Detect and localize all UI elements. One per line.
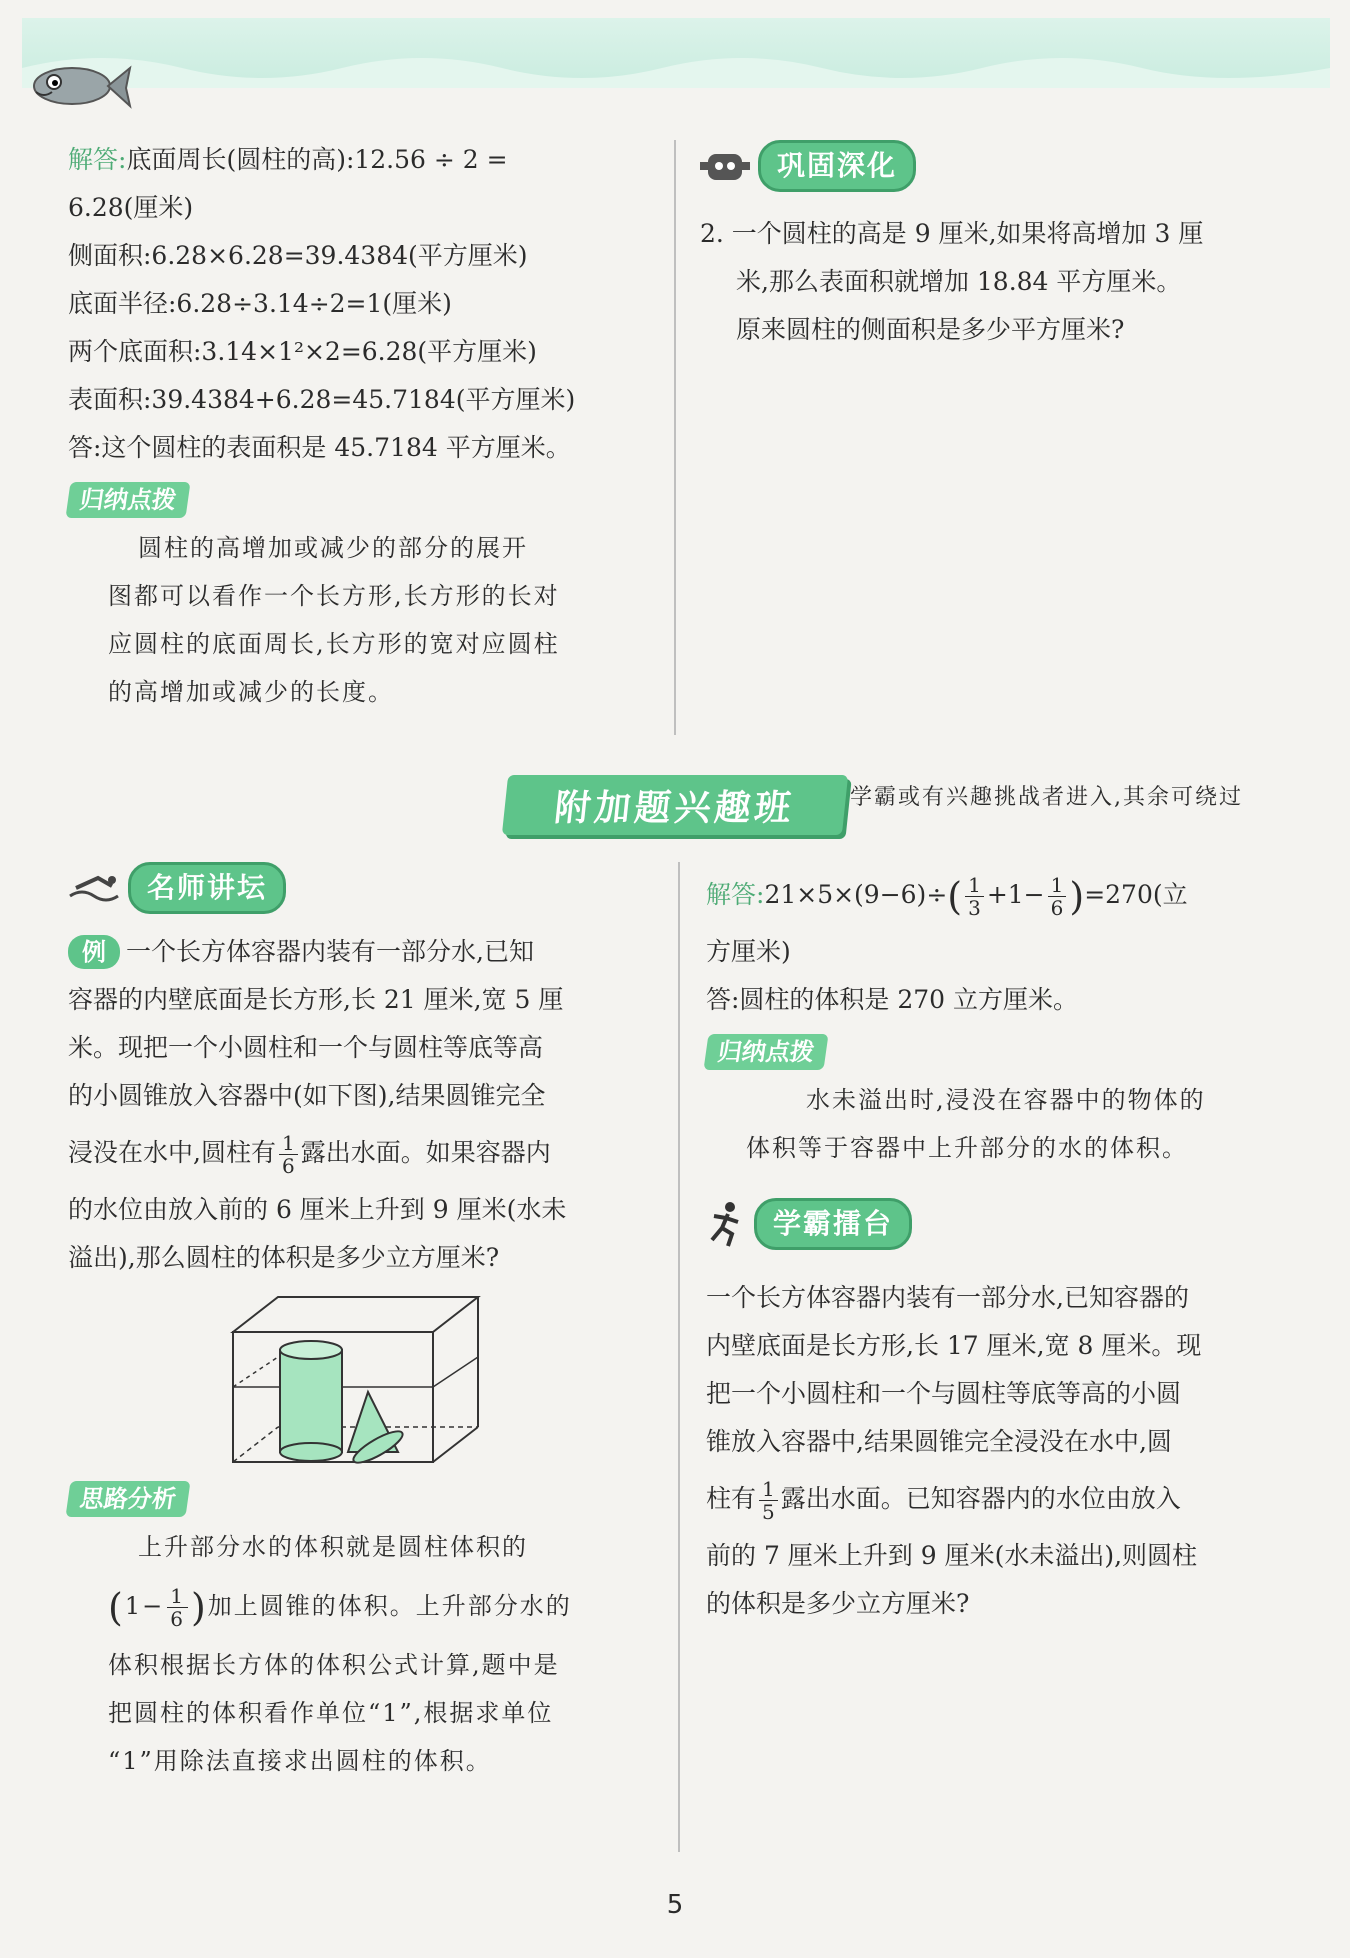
note-text (706, 1076, 1306, 1172)
text-line: 底面半径:6.28÷3.14÷2=1(厘米) (68, 289, 452, 318)
note-line: 的高增加或减少的长度。 (108, 678, 394, 706)
denominator: 6 (281, 1154, 295, 1178)
note-line: 把圆柱的体积看作单位“1”,根据求单位 (108, 1699, 554, 1727)
example-tag: 例 (68, 935, 120, 969)
text-line: 两个底面积:3.14×1²×2=6.28(平方厘米) (68, 337, 537, 366)
solution-line (68, 136, 658, 184)
note-line: 圆柱的高增加或减少的部分的展开 (138, 534, 528, 562)
numerator: 1 (759, 1478, 778, 1501)
section-heading (68, 862, 286, 914)
text-line: 方厘米) (706, 937, 791, 966)
paren-close: ) (190, 1585, 208, 1630)
text-line: 表面积:39.4384+6.28=45.7184(平方厘米) (68, 385, 576, 414)
swimmer-icon (68, 870, 120, 906)
text-line: 的水位由放入前的 6 厘米上升到 9 厘米(水未 (68, 1195, 567, 1224)
text-fragment: =270(立 (1084, 880, 1188, 909)
fraction (1048, 874, 1067, 919)
column-divider-top (674, 140, 676, 735)
section-tag: 巩固深化 (758, 140, 916, 192)
text-line: 内壁底面是长方形,长 17 厘米,宽 8 厘米。现 (706, 1331, 1202, 1360)
note-line: 体积根据长方体的体积公式计算,题中是 (108, 1651, 560, 1679)
text-fragment: +1− (986, 880, 1045, 909)
text-line: 的小圆锥放入容器中(如下图),结果圆锥完全 (68, 1081, 546, 1110)
numerator: 1 (167, 1585, 188, 1608)
text-line: 锥放入容器中,结果圆锥完全浸没在水中,圆 (706, 1427, 1172, 1456)
wave-decoration (22, 48, 1330, 88)
text-line: 侧面积:6.28×6.28=39.4384(平方厘米) (68, 241, 528, 270)
text-fragment: 露出水面。已知容器内的水位由放入 (780, 1484, 1181, 1513)
numerator: 1 (965, 874, 984, 897)
left-top-column (68, 136, 658, 716)
paren-open: ( (108, 1585, 125, 1630)
answer-line: 答:圆柱的体积是 270 立方厘米。 (706, 985, 1079, 1014)
text-line: 6.28(厘米) (68, 193, 194, 222)
text-line: 把一个小圆柱和一个与圆柱等底等高的小圆 (706, 1379, 1182, 1408)
section-heading (700, 140, 916, 192)
fraction (759, 1478, 778, 1523)
note-line: 上升部分水的体积就是圆柱体积的 (138, 1533, 528, 1561)
text-fragment: 21×5×(9−6)÷ (764, 880, 948, 909)
fraction-line (706, 1466, 1306, 1532)
left-bottom-column (68, 862, 658, 1785)
question-line: 米,那么表面积就增加 18.84 平方厘米。 (736, 267, 1182, 296)
denominator: 3 (968, 896, 981, 920)
text-fragment: 1− (124, 1592, 165, 1620)
note-text (68, 1523, 658, 1785)
solution-line (706, 862, 1306, 928)
paren-close: ) (1069, 874, 1085, 919)
header-band (22, 18, 1330, 88)
runner-icon (706, 1200, 746, 1248)
text-line: 一个长方体容器内装有一部分水,已知容器的 (706, 1283, 1189, 1312)
right-bottom-column (706, 862, 1306, 1628)
numerator: 1 (1048, 874, 1067, 897)
denominator: 6 (170, 1607, 185, 1631)
fish-icon (22, 48, 132, 118)
paren-open: ( (947, 874, 963, 919)
container-diagram (228, 1292, 498, 1467)
numerator: 1 (279, 1132, 298, 1155)
text-line: 前的 7 厘米上升到 9 厘米(水未溢出),则圆柱 (706, 1541, 1198, 1570)
robot-icon (700, 146, 750, 186)
section-tag: 学霸擂台 (754, 1198, 912, 1250)
text-line: 溢出),那么圆柱的体积是多少立方厘米? (68, 1243, 500, 1272)
text-line: 答:这个圆柱的表面积是 45.7184 平方厘米。 (68, 433, 571, 462)
text-line: 一个长方体容器内装有一部分水,已知 (126, 937, 534, 966)
note-tag: 归纳点拨 (65, 482, 190, 518)
fraction (965, 874, 984, 919)
text-fragment: 浸没在水中,圆柱有 (68, 1138, 276, 1167)
solution-label: 解答: (68, 145, 127, 174)
denominator: 5 (762, 1500, 775, 1524)
page-number: 5 (666, 1890, 684, 1920)
note-line: “1”用除法直接求出圆柱的体积。 (108, 1747, 492, 1775)
text-line: 容器的内壁底面是长方形,长 21 厘米,宽 5 厘 (68, 985, 564, 1014)
text-line: 米。现把一个小圆柱和一个与圆柱等底等高 (68, 1033, 544, 1062)
column-divider-bottom (678, 862, 680, 1852)
banner-note: 学霸或有兴趣挑战者进入,其余可绕过 (850, 785, 1243, 810)
note-tag: 归纳点拨 (703, 1034, 828, 1070)
note-line: 应圆柱的底面周长,长方形的宽对应圆柱 (108, 630, 560, 658)
note-line: 水未溢出时,浸没在容器中的物体的 (806, 1086, 1206, 1114)
note-tag: 思路分析 (65, 1481, 190, 1517)
text-fragment: 露出水面。如果容器内 (300, 1138, 551, 1167)
right-top-column (700, 140, 1300, 354)
note-text (68, 524, 658, 716)
fraction-line (68, 1120, 658, 1186)
note-fraction-line (108, 1571, 658, 1641)
section-heading (706, 1198, 912, 1250)
fraction (167, 1585, 188, 1630)
question-line: 2. 一个圆柱的高是 9 厘米,如果将高增加 3 厘 (700, 219, 1204, 248)
denominator: 6 (1050, 896, 1064, 920)
question-line: 原来圆柱的侧面积是多少平方厘米? (736, 315, 1125, 344)
text-line: 底面周长(圆柱的高):12.56 ÷ 2 = (126, 145, 508, 174)
text-fragment: 加上圆锥的体积。上升部分水的 (207, 1592, 572, 1620)
bonus-banner: 附加题兴趣班 (502, 775, 848, 835)
fraction (279, 1132, 298, 1177)
text-line: 的体积是多少立方厘米? (706, 1589, 970, 1618)
note-line: 体积等于容器中上升部分的水的体积。 (746, 1134, 1188, 1162)
solution-label: 解答: (706, 880, 765, 909)
text-fragment: 柱有 (706, 1484, 757, 1513)
section-tag: 名师讲坛 (128, 862, 286, 914)
note-line: 图都可以看作一个长方形,长方形的长对 (108, 582, 560, 610)
